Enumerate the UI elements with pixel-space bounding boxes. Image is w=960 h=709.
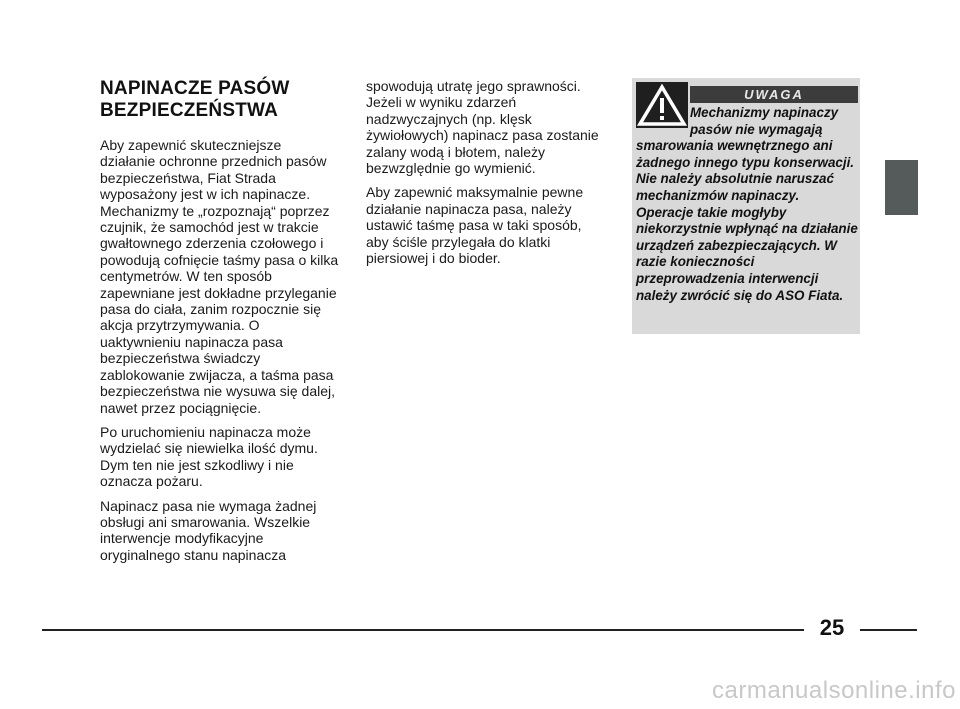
section-title-line1: NAPINACZE PASÓW (100, 78, 290, 99)
watermark: carmanualsonline.info (712, 677, 956, 704)
footer-rule-right (860, 629, 917, 631)
paragraph: Aby zapewnić skuteczniejsze działanie ochronne przednich pasów bezpieczeństwa, Fiat Strada wyposażony jest w ich napinacze. Mechanizmy te „rozpoznają“ poprzez czujnik, że samochód jest w trakcie gwałtownego zderzenia czołowego i powodują cofnięcie taśmy pasa o kilka centymetrów. W ten sposób zapewniane jest dokładne przyleganie pasa do ciała, zanim rozpocznie się akcja przytrzymywania. O uaktywnieniu napinacza pasa bezpieczeństwa świadczy zablokowanie zwijacza, a taśma pasa bezpieczeństwa nie wysuwa się dalej, nawet przez pociągnięcie. (100, 137, 339, 416)
page-number: 25 (819, 615, 845, 640)
section-title (100, 78, 340, 122)
warning-box (632, 78, 860, 334)
text-column-middle (366, 78, 604, 274)
footer-rule-left (42, 629, 804, 631)
section-title-line2: BEZPIECZEŃSTWA (100, 100, 279, 121)
section-tab-marker (885, 160, 918, 215)
paragraph: Po uruchomieniu napinacza może wydzielać się niewielka ilość dymu. Dym ten nie jest szkodliwy i nie oznacza pożaru. (100, 423, 318, 490)
warning-body: Mechanizmy napinaczy pasów nie wymagają smarowania wewnętrznego ani żadnego innego typu konserwacji. Nie należy absolutnie naruszać mechanizmów napinaczy. Operacje takie mogłyby niekorzystnie wpłynąć na działanie urządzeń zabezpieczających. W razie konieczności przeprowadzenia interwencji należy zwrócić się do ASO Fiata. (636, 105, 858, 303)
warning-text (636, 105, 858, 304)
paragraph: spowodują utratę jego sprawności. Jeżeli w wyniku zdarzeń nadzwyczajnych (np. klęsk żywiołowych) napinacz pasa zostanie zalany wodą i błotem, należy bezwzględnie go wymienić. (366, 78, 599, 177)
paragraph: Napinacz pasa nie wymaga żadnej obsługi ani smarowania. Wszelkie interwencje modyfikacyjne oryginalnego stanu napinacza (100, 497, 317, 563)
warning-heading: UWAGA (690, 86, 858, 103)
paragraph: Aby zapewnić maksymalnie pewne działanie napinacza pasa, należy ustawić taśmę pasa w taki sposób, aby ściśle przylegała do klatki piersiowej i do bioder. (366, 184, 584, 267)
text-column-left (100, 78, 340, 571)
